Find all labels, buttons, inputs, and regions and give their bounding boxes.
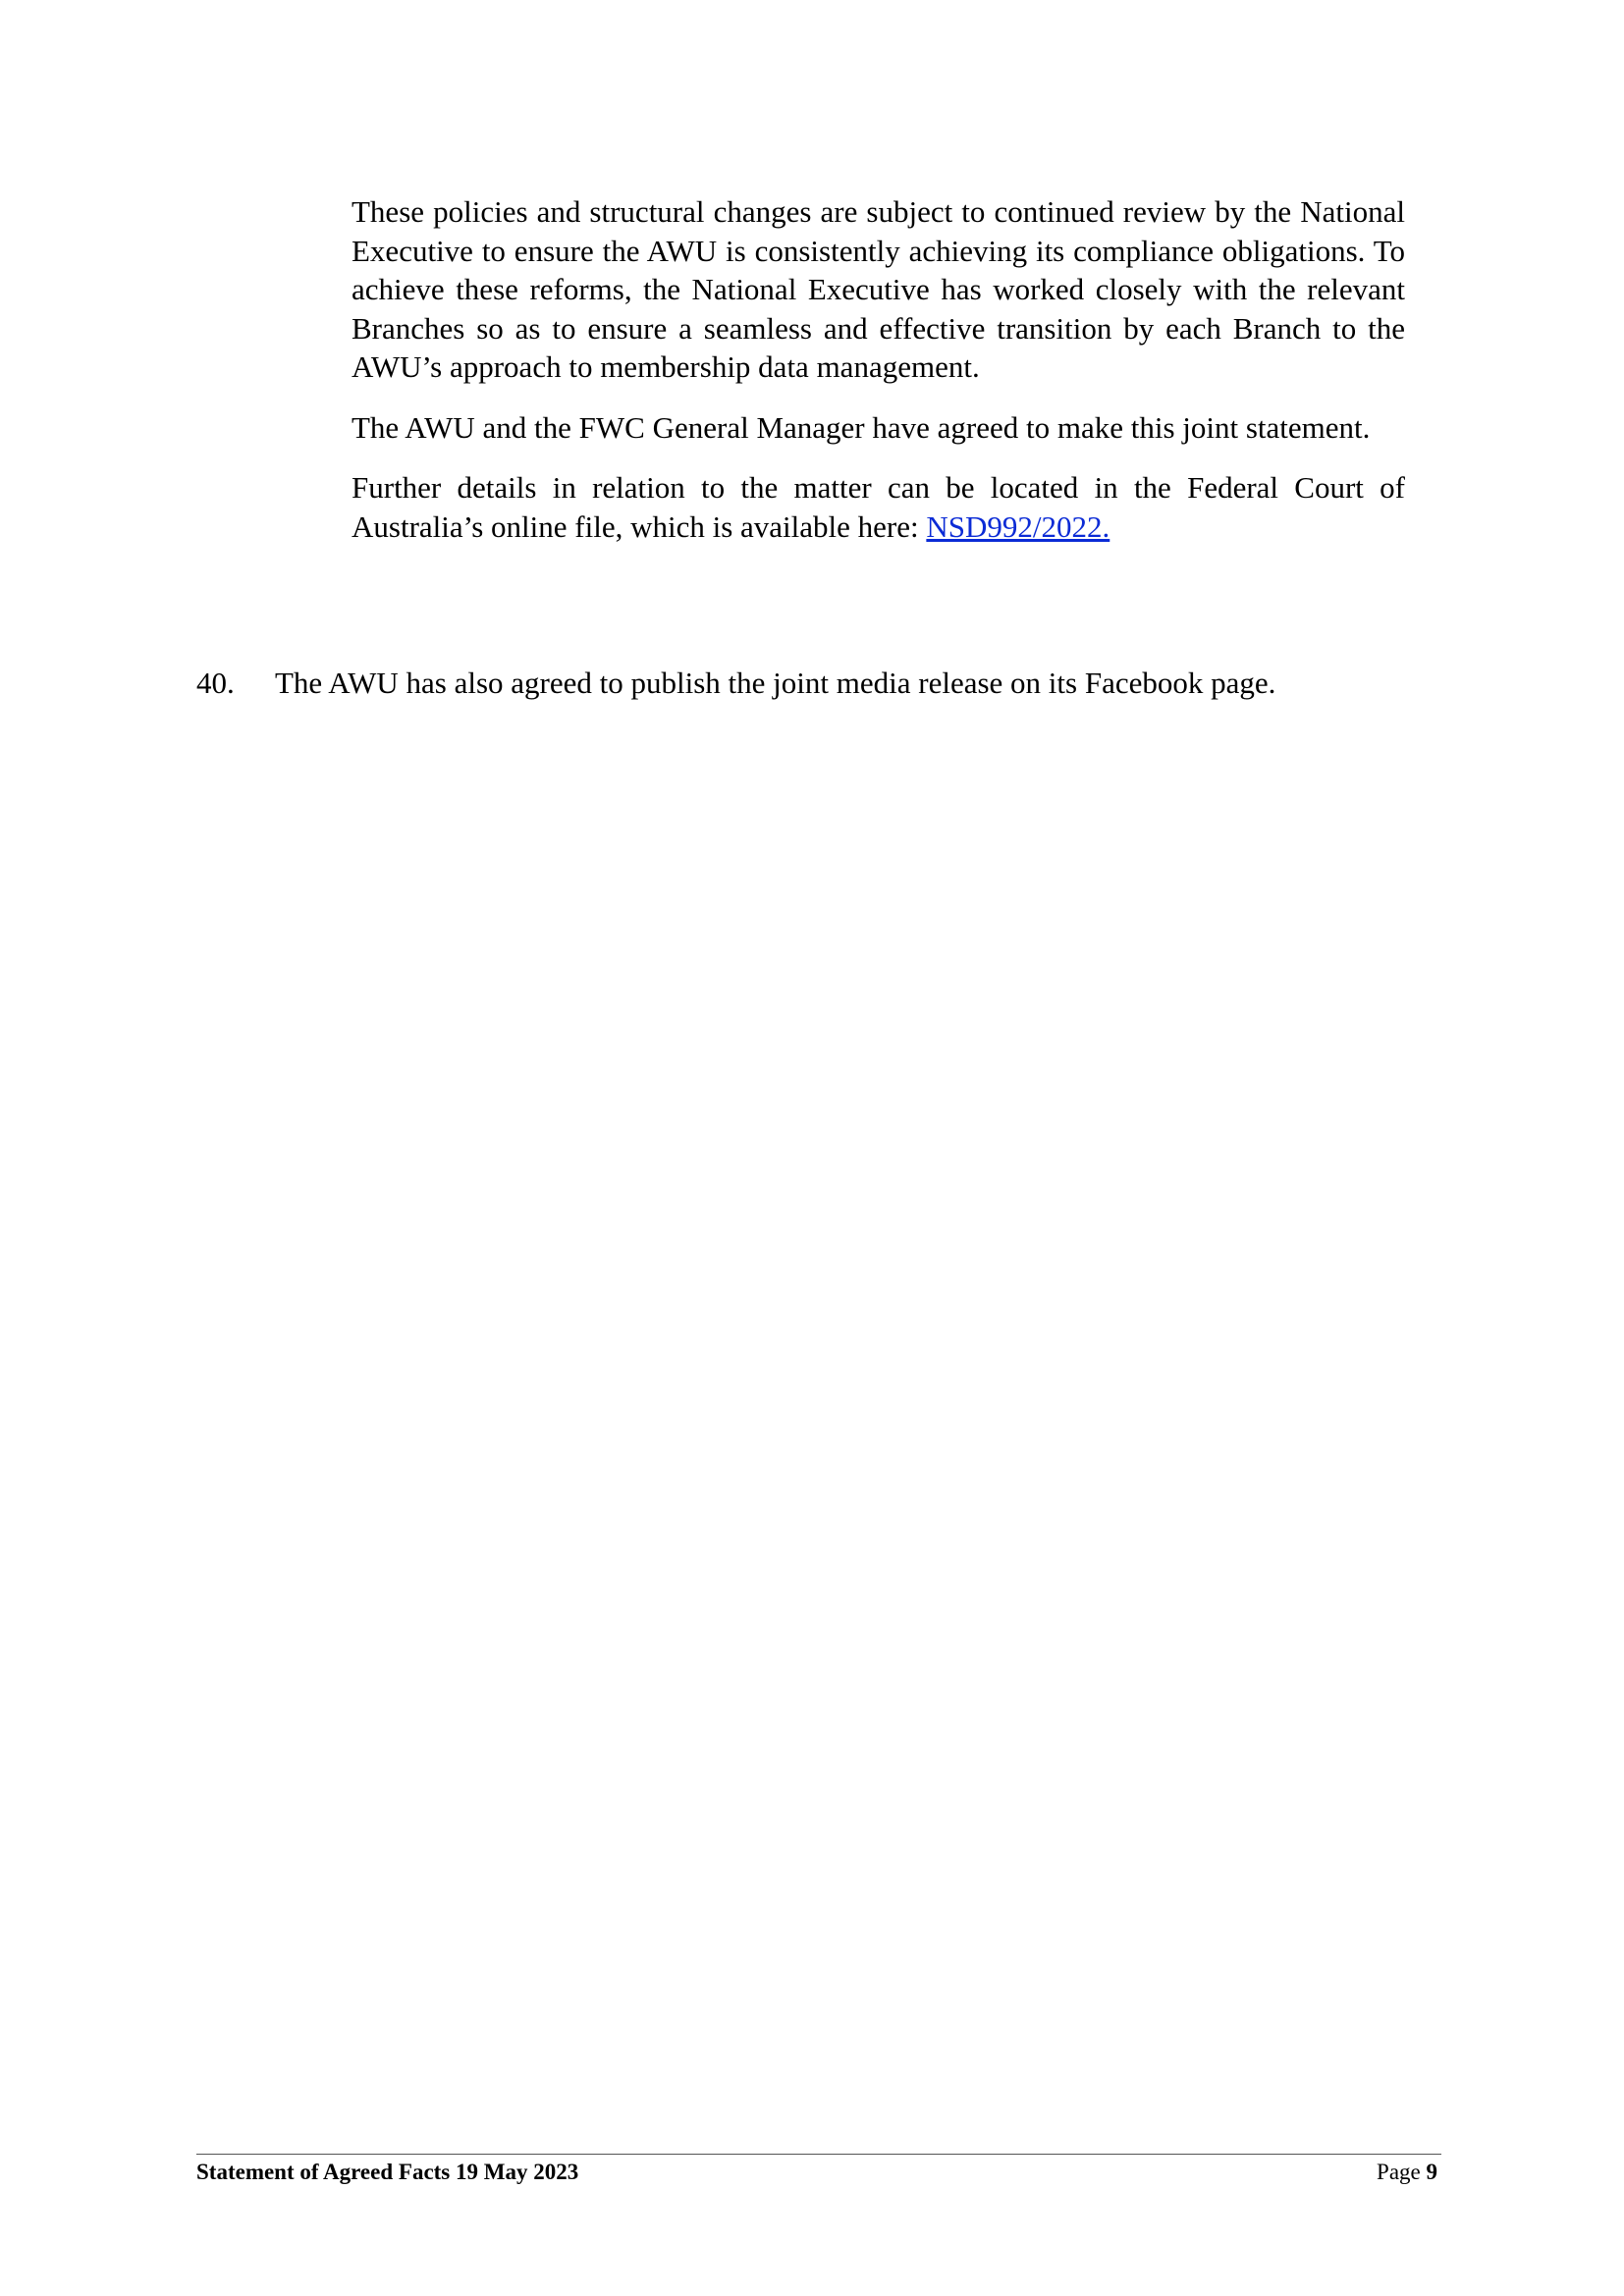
quote-paragraph: These policies and structural changes are subject to continued review by the National Executive to ensure the AWU is consistently achieving its compliance obligations. To achieve these reforms, the National Executive has worked closely with the relevant Branches so as to ensure a seamless and effective transition by each Branch to the AWU’s approach to membership data management. — [352, 194, 1405, 384]
footer-divider — [196, 2154, 1441, 2155]
quote-paragraph: The AWU and the FWC General Manager have agreed to make this joint statement. — [352, 409, 1371, 445]
footer-page-indicator — [1377, 2160, 1437, 2185]
page-label: Page — [1377, 2160, 1421, 2184]
paragraph-text: The AWU has also agreed to publish the joint media release on its Facebook page. — [275, 666, 1276, 700]
court-file-link[interactable]: NSD992/2022. — [926, 508, 1110, 544]
quote-paragraph-with-link — [352, 468, 1405, 546]
quote-paragraph-text: Further details in relation to the matter can be located in the Federal Court of Australia’s online file, which is available here: — [352, 470, 1405, 544]
footer-document-title: Statement of Agreed Facts 19 May 2023 — [196, 2160, 579, 2184]
paragraph-number: 40. — [196, 666, 235, 700]
page-number: 9 — [1426, 2160, 1437, 2184]
quoted-statement-block — [352, 192, 1405, 567]
